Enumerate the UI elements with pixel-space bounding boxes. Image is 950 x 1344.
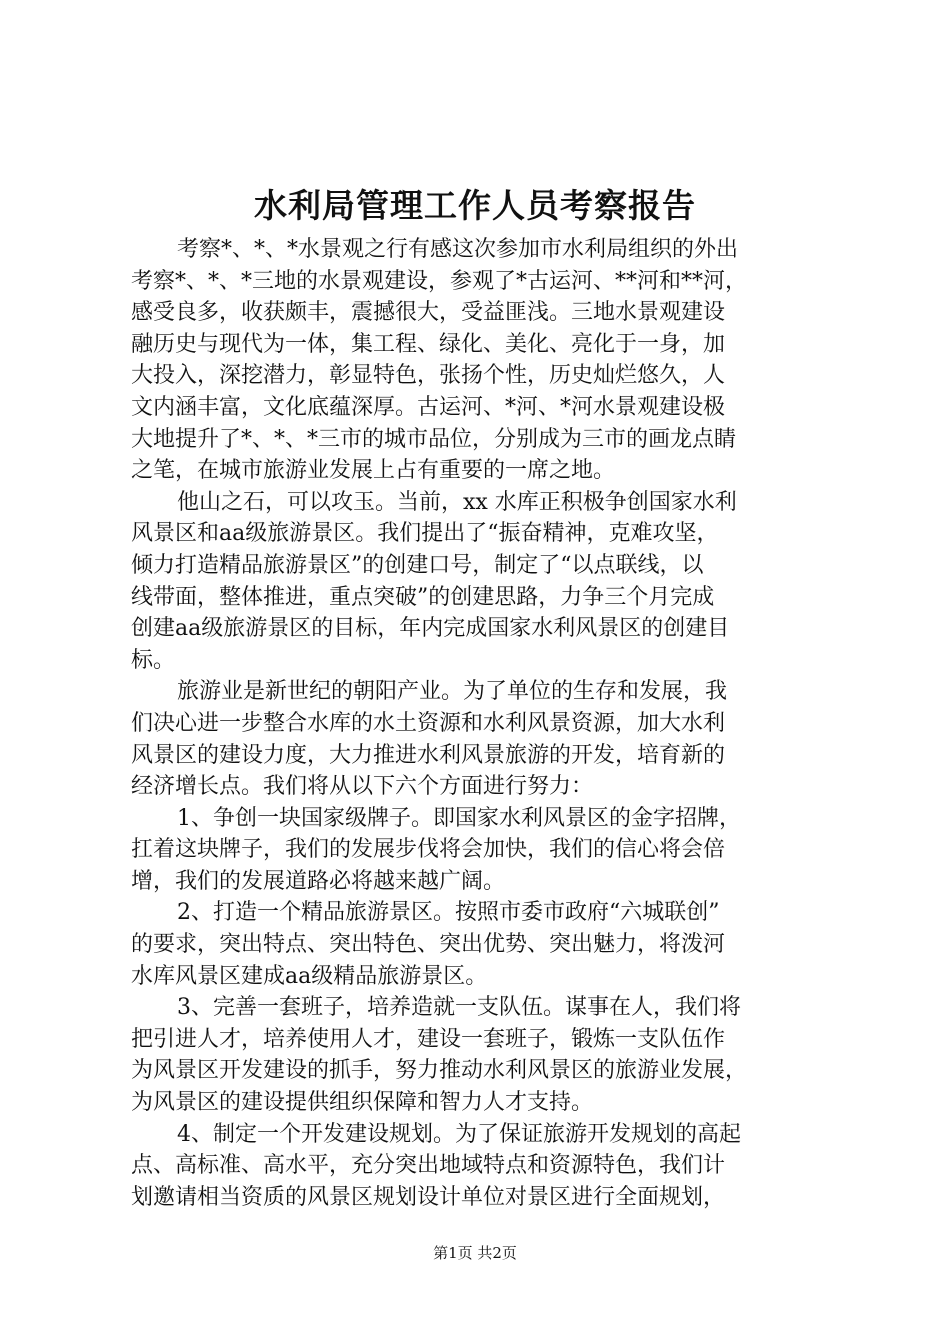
- paragraph: [131, 803, 843, 898]
- paragraph: [131, 897, 843, 992]
- text-line: 旅游业是新世纪的朝阳产业。为了单位的生存和发展，我: [177, 679, 728, 705]
- paragraph: [131, 487, 843, 677]
- text-line: 扛着这块牌子，我们的发展步伐将会加快，我们的信心将会倍: [131, 837, 726, 863]
- text-line: 考察*、*、*水景观之行有感这次参加市水利局组织的外出: [177, 237, 739, 262]
- paragraph: [131, 234, 843, 487]
- text-line: 他山之石，可以攻玉。当前，xx 水库正积极争创国家水利: [177, 489, 737, 515]
- text-line: 们决心进一步整合水库的水土资源和水利风景资源，加大水利: [131, 710, 726, 736]
- text-line: 大地提升了*、*、*三市的城市品位，分别成为三市的画龙点睛: [131, 426, 737, 452]
- text-line: 把引进人才，培养使用人才，建设一套班子，锻炼一支队伍作: [131, 1026, 726, 1052]
- paragraph: [131, 676, 843, 802]
- text-line: 为风景区的建设提供组织保障和智力人才支持。: [131, 1090, 594, 1116]
- document-title: 水利局管理工作人员考察报告: [254, 186, 696, 225]
- text-line: 大投入，深挖潜力，彰显特色，张扬个性，历史灿烂悠久，人: [131, 363, 726, 389]
- text-line: 文内涵丰富，文化底蕴深厚。古运河、*河、*河水景观建设极: [131, 394, 726, 420]
- text-line: 风景区的建设力度，大力推进水利风景旅游的开发，培育新的: [131, 742, 726, 768]
- text-line: 1、争创一块国家级牌子。即国家水利风景区的金字招牌，: [177, 805, 741, 831]
- paragraph: [131, 1119, 843, 1214]
- text-line: 感受良多，收获颇丰，震撼很大，受益匪浅。三地水景观建设: [131, 300, 726, 326]
- text-line: 划邀请相当资质的风景区规划设计单位对景区进行全面规划，: [131, 1184, 726, 1210]
- text-line: 为风景区开发建设的抓手，努力推动水利风景区的旅游业发展，: [131, 1058, 748, 1084]
- text-line: 风景区和aa级旅游景区。我们提出了“振奋精神，克难攻坚，: [131, 521, 719, 547]
- text-line: 2、打造一个精品旅游景区。按照市委市政府“六城联创”: [177, 900, 720, 926]
- text-line: 的要求，突出特点、突出特色、突出优势、突出魅力，将泼河: [131, 932, 726, 958]
- text-line: 标。: [131, 647, 176, 673]
- text-line: 增，我们的发展道路必将越来越广阔。: [131, 868, 506, 894]
- text-line: 水库风景区建成aa级精品旅游景区。: [131, 963, 488, 989]
- document-body: [131, 234, 843, 1213]
- text-line: 点、高标准、高水平，充分突出地域特点和资源特色，我们计: [131, 1153, 726, 1179]
- text-line: 倾力打造精品旅游景区”的创建口号，制定了“以点联线，以: [131, 552, 704, 578]
- paragraph: [131, 992, 843, 1118]
- text-line: 之笔，在城市旅游业发展上占有重要的一席之地。: [131, 458, 616, 484]
- text-line: 4、制定一个开发建设规划。为了保证旅游开发规划的高起: [177, 1121, 741, 1147]
- text-line: 线带面，整体推进，重点突破”的创建思路，力争三个月完成: [131, 584, 715, 610]
- text-line: 经济增长点。我们将从以下六个方面进行努力：: [131, 774, 594, 800]
- text-line: 融历史与现代为一体，集工程、绿化、美化、亮化于一身，加: [131, 331, 726, 357]
- text-line: 3、完善一套班子，培养造就一支队伍。谋事在人，我们将: [177, 995, 741, 1021]
- text-line: 创建aa级旅游景区的目标，年内完成国家水利风景区的创建目: [131, 616, 730, 642]
- page-footer: 第1页 共2页: [433, 1244, 517, 1262]
- text-line: 考察*、*、*三地的水景观建设，参观了*古运河、**河和**河，: [131, 268, 748, 294]
